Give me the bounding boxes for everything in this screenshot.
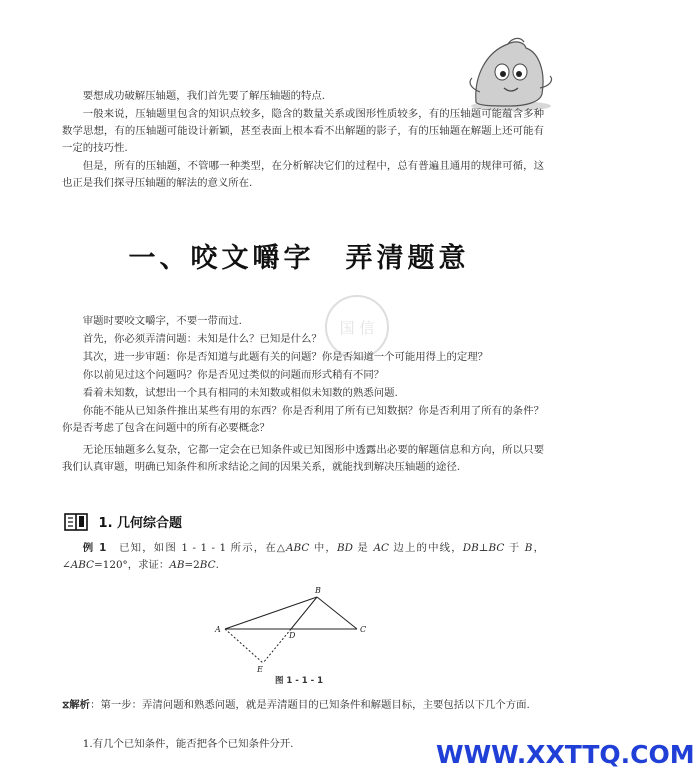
- example-label: 例 1: [82, 542, 107, 554]
- label-a: A: [215, 625, 221, 634]
- body-paragraph-1: 审题时要咬文嚼字，不要一带而过.: [82, 315, 242, 327]
- intro-paragraph-2: 一般来说，压轴题里包含的知识点较多，隐含的数量关系或图形性质较多，有的压轴题可能蕴含多种数学思想，有的压轴题可能设计新颖，甚至表面上根本看不出解题的影子，有的压轴题在解题上还可能有一定的技巧性.: [62, 108, 544, 154]
- body-paragraph-3: 其次，进一步审题：你是否知道与此题有关的问题？你是否知道一个可能用得上的定理？: [82, 351, 489, 363]
- body-paragraph-2: 首先，你必须弄清问题：未知是什么？已知是什么？: [82, 333, 322, 345]
- analysis-item-1: 1.有几个已知条件，能否把各个已知条件分开.: [82, 738, 294, 750]
- segment-ae: [225, 629, 263, 663]
- section-title: 几何综合题: [117, 516, 183, 531]
- body-paragraph-7: 无论压轴题多么复杂，它都一定会在已知条件或已知图形中透露出必要的解题信息和方向，所以只要我们认真审题，明确已知条件和所求结论之间的因果关系，就能找到解决压轴题的途径.: [62, 444, 544, 473]
- svg-text:国 信: 国 信: [339, 319, 375, 337]
- book-icon: [64, 513, 88, 531]
- label-c: C: [360, 625, 367, 634]
- section-heading: [64, 512, 182, 531]
- intro-paragraph-3: 但是，所有的压轴题，不管哪一种类型，在分析解决它们的过程中，总有普遍且通用的规律可循，这也正是我们探寻压轴题的解法的意义所在.: [62, 160, 544, 189]
- segment-de: [263, 629, 291, 663]
- analysis-label: 解析: [69, 699, 91, 711]
- segment-bc: [317, 597, 357, 629]
- figure-caption: 图 1 - 1 - 1: [274, 676, 324, 686]
- body-paragraph-6: 你能不能从已知条件推出某些有用的东西？你是否利用了所有已知数据？你是否利用了所有的条件？你是否考虑了包含在问题中的所有必要概念？: [62, 405, 544, 434]
- intro-paragraph-1: 要想成功破解压轴题，我们首先要了解压轴题的特点.: [82, 90, 326, 102]
- label-d: D: [289, 631, 296, 640]
- label-e: E: [257, 665, 263, 674]
- segment-ab: [225, 597, 317, 629]
- chapter-title: 一、咬文嚼字 弄清题意: [128, 243, 470, 274]
- section-number: 1.: [98, 516, 113, 531]
- example-1-statement: 例 1 已知，如图 1 - 1 - 1 所示，在△ABC 中，BD 是 AC 边上的中线，DB⊥BC 于 B，∠ABC=120°，求证：AB=2BC.: [62, 542, 544, 571]
- label-b: B: [315, 586, 321, 595]
- body-paragraph-5: 看着未知数，试想出一个具有相同的未知数或相似未知数的熟悉问题.: [82, 387, 398, 399]
- geometry-figure: [205, 585, 385, 675]
- analysis-paragraph: ⧖解析：第一步：弄清问题和熟悉问题，就是弄清题目的已知条件和解题目标，主要包括以下几个方面.: [62, 699, 530, 711]
- analysis-icon: ⧖: [62, 699, 70, 711]
- body-paragraph-4: 你以前见过这个问题吗？你是否见过类似的问题而形式稍有不同？: [82, 369, 385, 381]
- site-watermark: WWW.XXTTQ.COM: [436, 740, 695, 769]
